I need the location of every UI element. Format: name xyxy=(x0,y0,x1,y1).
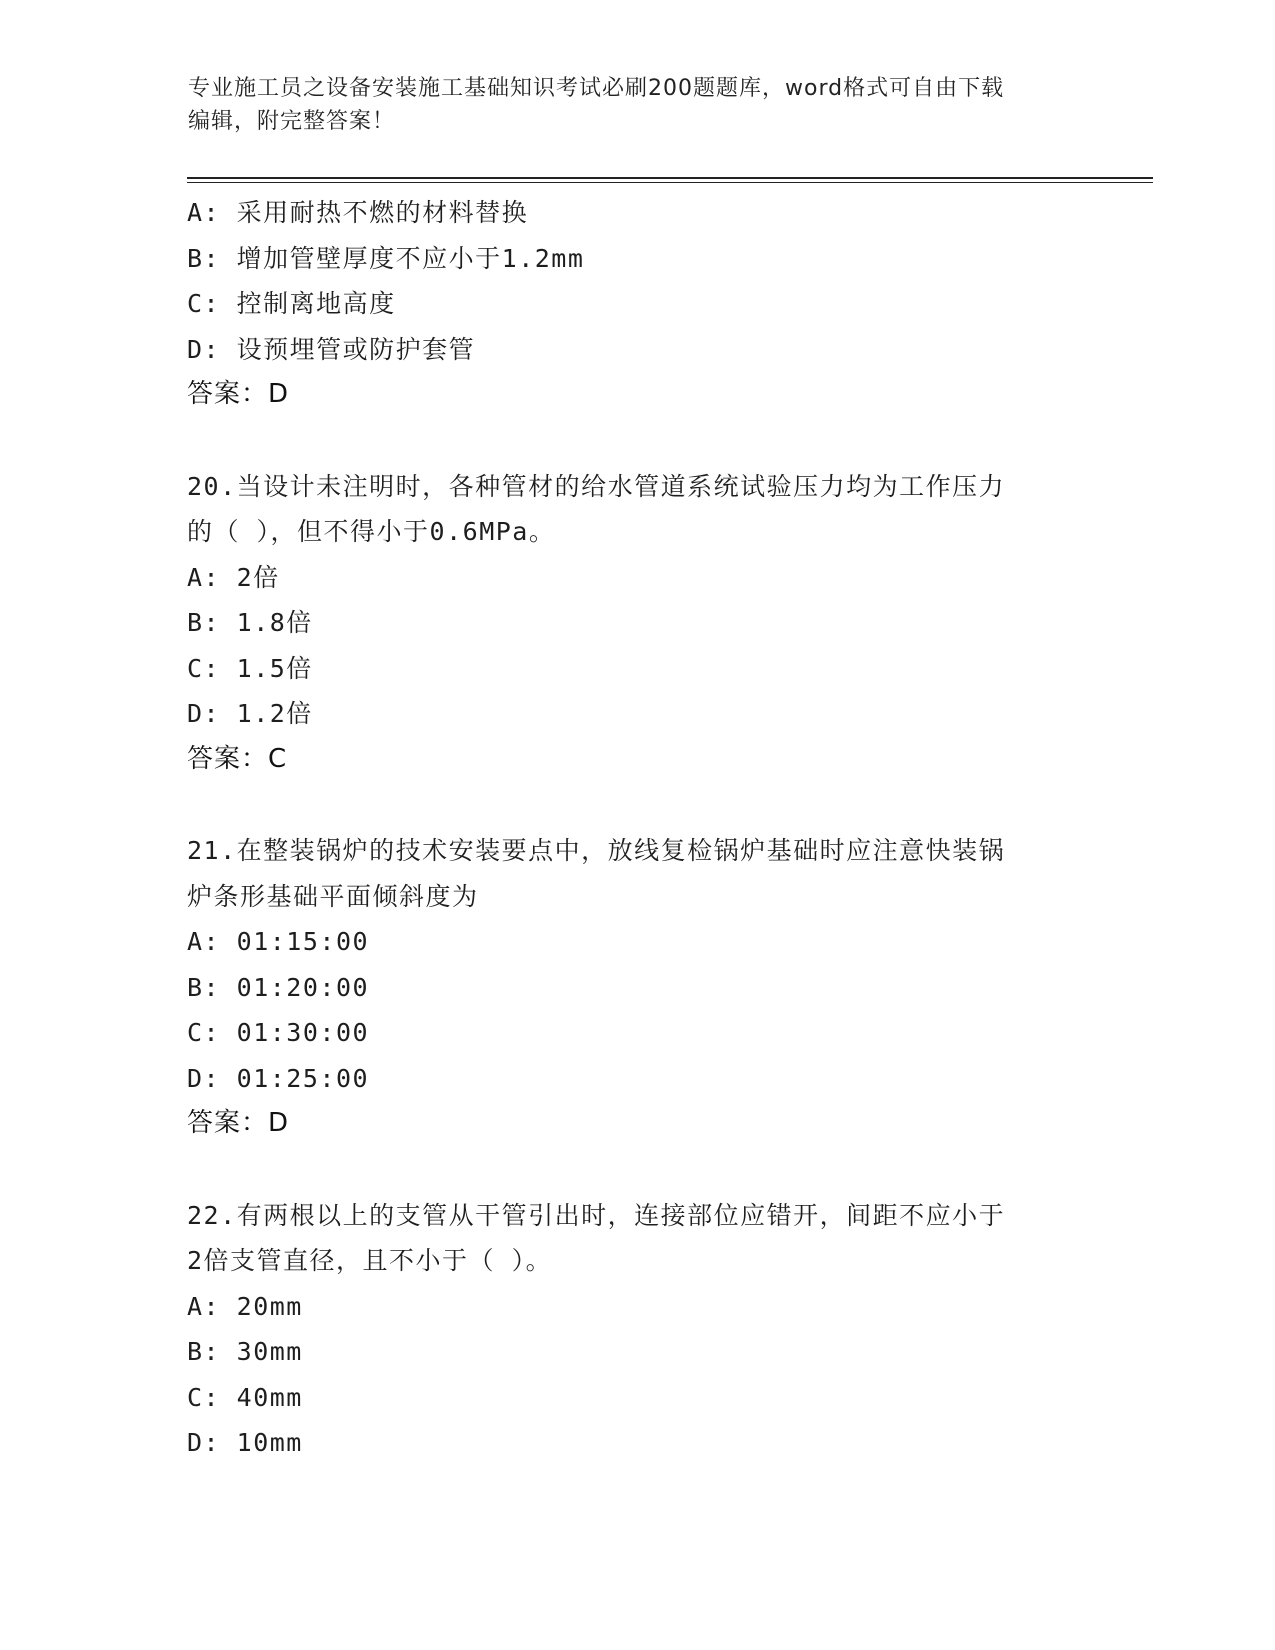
option-c: C: 控制离地高度 xyxy=(187,289,396,318)
question-20 xyxy=(187,464,1087,783)
option-b: B: 30mm xyxy=(187,1337,303,1366)
option-b: B: 1.8倍 xyxy=(187,608,313,637)
option-b: B: 增加管壁厚度不应小于1.2mm xyxy=(187,243,585,273)
option-d: D: 设预埋管或防护套管 xyxy=(187,334,476,364)
spacer xyxy=(187,1147,1087,1193)
question-stem-line-2: 2倍支管直径，且不小于（ ）。 xyxy=(187,1246,553,1275)
option-d: D: 1.2倍 xyxy=(187,699,313,728)
question-stem-line-1: 22.有两根以上的支管从干管引出时，连接部位应错开，间距不应小于 xyxy=(187,1200,1006,1230)
option-a: A: 采用耐热不燃的材料替换 xyxy=(187,198,529,227)
header-divider-thick xyxy=(187,177,1153,179)
header-divider-thin xyxy=(187,182,1153,183)
spacer xyxy=(187,782,1087,828)
option-c: C: 1.5倍 xyxy=(187,653,313,683)
question-stem-line-1: 20.当设计未注明时，各种管材的给水管道系统试验压力均为工作压力 xyxy=(187,471,1006,501)
question-stem-line-2: 的（ ），但不得小于0.6MPa。 xyxy=(187,517,556,546)
question-21 xyxy=(187,828,1087,1147)
document-header xyxy=(188,72,1088,138)
option-a: A: 01:15:00 xyxy=(187,927,370,956)
question-list xyxy=(187,190,1087,1466)
option-d: D: 01:25:00 xyxy=(187,1063,370,1093)
option-c: C: 01:30:00 xyxy=(187,1018,370,1047)
option-c: C: 40mm xyxy=(187,1382,303,1412)
header-title-line-2: 编辑，附完整答案！ xyxy=(188,109,396,134)
header-title-line-1: 专业施工员之设备安装施工基础知识考试必刷200题题库，word格式可自由下载 xyxy=(188,76,1005,101)
question-22 xyxy=(187,1193,1087,1466)
answer-label: 答案：C xyxy=(187,743,288,774)
question-stem-line-1: 21.在整装锅炉的技术安装要点中，放线复检锅炉基础时应注意快装锅 xyxy=(187,836,1006,865)
answer-label: 答案：D xyxy=(187,1108,290,1138)
option-d: D: 10mm xyxy=(187,1428,303,1457)
option-b: B: 01:20:00 xyxy=(187,972,370,1002)
question-19 xyxy=(187,190,1087,418)
spacer xyxy=(187,418,1087,464)
option-a: A: 2倍 xyxy=(187,562,280,592)
question-stem-line-2: 炉条形基础平面倾斜度为 xyxy=(187,881,479,911)
answer-label: 答案：D xyxy=(187,379,290,409)
option-a: A: 20mm xyxy=(187,1291,303,1321)
